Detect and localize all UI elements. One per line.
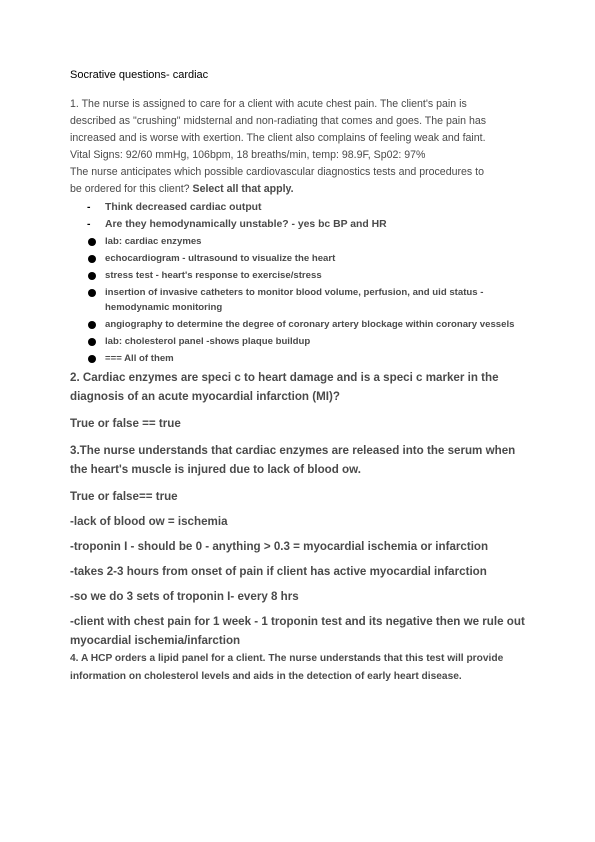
q3-note: -troponin I - should be 0 - anything > 0.3 = myocardial ischemia or infarction bbox=[70, 540, 489, 553]
list-item-text: Think decreased cardiac output bbox=[105, 202, 262, 213]
question-1 bbox=[70, 96, 525, 366]
q3-note: -lack of blood ow = ischemia bbox=[70, 515, 228, 528]
list-item-text: angiography to determine the degree of coronary artery blockage within coronary vessels bbox=[105, 319, 515, 330]
list-item bbox=[70, 317, 525, 332]
bullet-icon bbox=[88, 272, 96, 280]
q3-note: -takes 2-3 hours from onset of pain if client has active myocardial infarction bbox=[70, 565, 487, 578]
q1-line: Vital Signs: 92/60 mmHg, 106bpm, 18 breaths/min, temp: 98.9F, Sp02: 97% bbox=[70, 149, 426, 161]
bullet-icon bbox=[88, 321, 96, 329]
q1-last-line-text: be ordered for this client? bbox=[70, 183, 193, 195]
q1-answer-list bbox=[70, 200, 525, 366]
list-item-text: lab: cholesterol panel -shows plaque buildup bbox=[105, 336, 311, 347]
list-item bbox=[70, 234, 525, 249]
q1-line: The nurse anticipates which possible cardiovascular diagnostics tests and procedures to bbox=[70, 166, 484, 178]
list-item-text: stress test - heart's response to exercise/stress bbox=[105, 270, 322, 281]
bullet-icon bbox=[88, 338, 96, 346]
list-item-text: echocardiogram - ultrasound to visualize the heart bbox=[105, 253, 336, 264]
list-item-text: lab: cardiac enzymes bbox=[105, 236, 202, 247]
q1-line: 1. The nurse is assigned to care for a client with acute chest pain. The client's pain is bbox=[70, 98, 467, 110]
question-2: 2. Cardiac enzymes are speci c to heart damage and is a speci c marker in the diagnosis of an acute myocardial infarction (MI)? bbox=[70, 371, 499, 403]
document-page bbox=[70, 68, 525, 686]
q3-note: -so we do 3 sets of troponin I- every 8 hrs bbox=[70, 590, 299, 603]
list-item-text: insertion of invasive catheters to monitor blood volume, perfusion, and uid status - hemodynamic monitoring bbox=[105, 287, 484, 313]
bullet-icon bbox=[88, 255, 96, 263]
q1-line-last bbox=[70, 181, 525, 198]
bullet-icon bbox=[88, 289, 96, 297]
q3-note: -client with chest pain for 1 week - 1 troponin test and its negative then we rule out myocardial ischemia/infarction bbox=[70, 615, 525, 647]
question-4: 4. A HCP orders a lipid panel for a client. The nurse understands that this test will provide information on cholesterol levels and aids in the detection of early heart disease. bbox=[70, 653, 504, 682]
list-item bbox=[70, 268, 525, 283]
list-item bbox=[70, 217, 525, 233]
q3-answer: True or false== true bbox=[70, 490, 178, 503]
q1-line: increased and is worse with exertion. The client also complains of feeling weak and faint. bbox=[70, 132, 486, 144]
list-item-text: === All of them bbox=[105, 353, 174, 364]
document-title: Socrative questions- cardiac bbox=[70, 69, 209, 81]
list-item bbox=[70, 334, 525, 349]
bullet-icon bbox=[88, 238, 96, 246]
q2-answer: True or false == true bbox=[70, 417, 181, 430]
list-item bbox=[70, 251, 525, 266]
list-item bbox=[70, 351, 525, 366]
question-3: 3.The nurse understands that cardiac enzymes are released into the serum when the heart's muscle is injured due to lack of blood ow. bbox=[70, 444, 516, 476]
list-item bbox=[70, 200, 525, 216]
dash-marker: - bbox=[87, 202, 91, 213]
list-item-text: Are they hemodynamically unstable? - yes bc BP and HR bbox=[105, 219, 387, 230]
list-item bbox=[70, 285, 525, 315]
bullet-icon bbox=[88, 355, 96, 363]
select-all-instruction: Select all that apply. bbox=[192, 183, 294, 195]
q1-line: described as "crushing" midsternal and non-radiating that comes and goes. The pain has bbox=[70, 115, 487, 127]
dash-marker: - bbox=[87, 219, 91, 230]
